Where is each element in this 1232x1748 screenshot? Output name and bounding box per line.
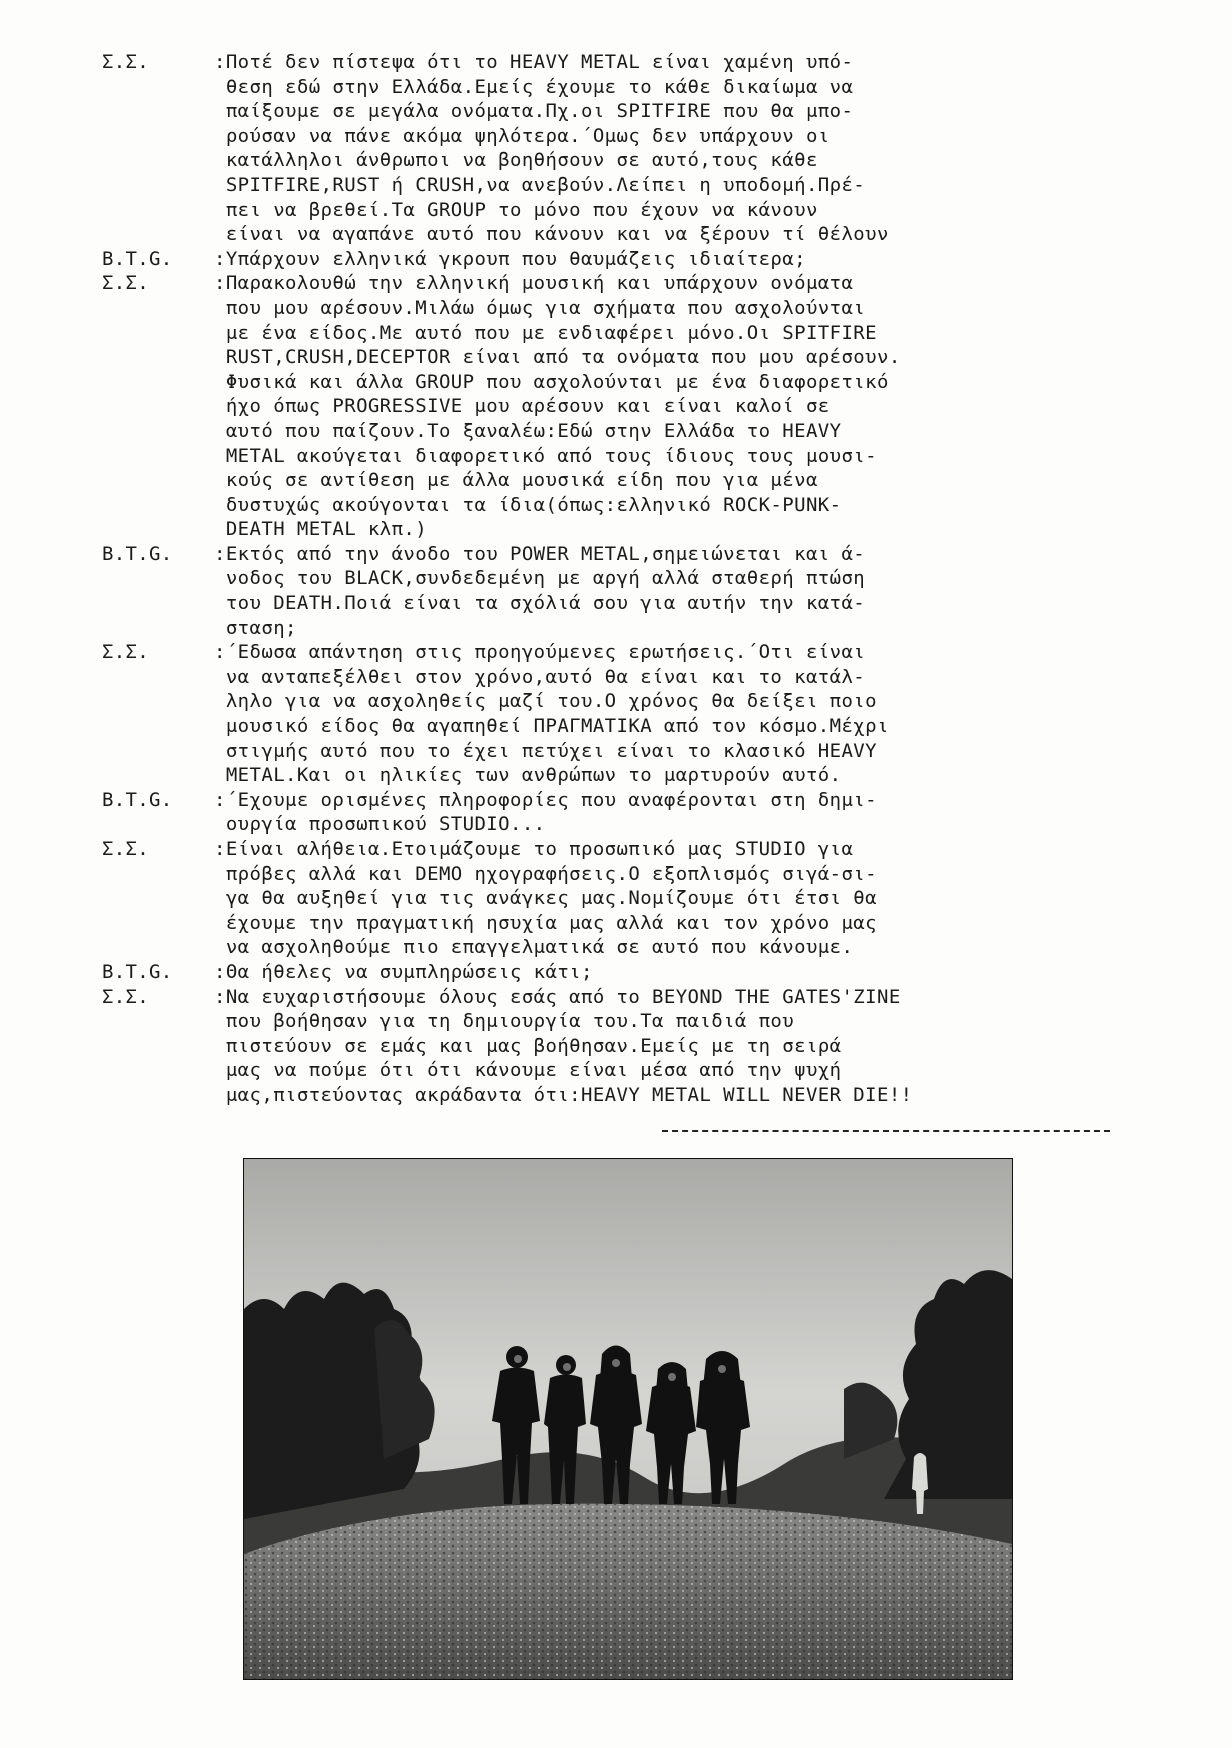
text-line: ήχο όπως PROGRESSIVE μου αρέσουν και είναι καλοί σε	[214, 395, 830, 418]
answer-text	[214, 788, 1102, 837]
interview-entry	[102, 247, 1102, 272]
speaker-label: Σ.Σ.	[102, 51, 149, 73]
text-line: :Είναι αλήθεια.Ετοιμάζουμε το προσωπικό μας STUDIO για	[214, 838, 854, 860]
interview-entry	[102, 985, 1102, 1108]
text-line: κούς σε αντίθεση με άλλα μουσικά είδη που για μένα	[214, 469, 818, 492]
text-line: DEATH METAL κλπ.)	[214, 518, 428, 541]
text-line: να ασχοληθούμε πιο επαγγελματικά σε αυτό που κάνουμε.	[214, 936, 854, 959]
text-line: μας να πούμε ότι ότι κάνουμε είναι μέσα από την ψυχή	[214, 1059, 842, 1082]
text-line: πιστεύουν σε εμάς και μας βοήθησαν.Εμείς με τη σειρά	[214, 1034, 842, 1057]
text-line: κατάλληλοι άνθρωποι να βοηθήσουν σε αυτό,τους κάθε	[214, 149, 818, 172]
answer-text	[214, 960, 1102, 985]
interview-entry	[102, 960, 1102, 985]
band-photo	[243, 1158, 1013, 1680]
text-line: RUST,CRUSH,DECEPTOR είναι από τα ονόματα που μου αρέσουν.	[214, 346, 901, 369]
text-line: σταση;	[214, 616, 297, 639]
interview-entry	[102, 837, 1102, 960]
text-line: :΄Εχουμε ορισμένες πληροφορίες που αναφέρονται στη δημι-	[214, 788, 877, 811]
interview-entry	[102, 50, 1102, 247]
text-line: μουσικό είδος θα αγαπηθεί ΠΡΑΓΜΑΤΙΚΑ από τον κόσμο.Μέχρι	[214, 715, 889, 738]
interview-entry	[102, 271, 1102, 542]
text-line: :Υπάρχουν ελληνικά γκρουπ που θαυμάζεις ιδιαίτερα;	[214, 247, 806, 270]
interview-entry	[102, 788, 1102, 837]
text-line: με ένα είδος.Με αυτό που με ενδιαφέρει μόνο.Οι SPITFIRE	[214, 321, 877, 344]
text-line: METAL ακούγεται διαφορετικό από τους ίδιους τους μουσι-	[214, 444, 877, 467]
speaker-label: B.T.G.	[102, 542, 173, 565]
speaker-label: B.T.G.	[102, 247, 173, 270]
speaker-label: B.T.G.	[102, 960, 173, 983]
text-line: γα θα αυξηθεί για τις ανάγκες μας.Νομίζουμε ότι έτσι θα	[214, 887, 877, 910]
interview-entry	[102, 542, 1102, 640]
text-line: να ανταπεξέλθει στον χρόνο,αυτό θα είναι και το κατάλ-	[214, 665, 866, 688]
text-line: :Ποτέ δεν πίστεψα ότι το HEAVY METAL είναι χαμένη υπό-	[214, 51, 854, 73]
answer-text	[214, 640, 1102, 788]
answer-text	[214, 837, 1102, 960]
answer-text	[214, 542, 1102, 640]
text-line: παίξουμε σε μεγάλα ονόματα.Πχ.οι SPITFIRE που θα μπο-	[214, 100, 854, 123]
speaker-label: Σ.Σ.	[102, 838, 149, 860]
text-line: του DEATH.Ποιά είναι τα σχόλιά σου για αυτήν την κατά-	[214, 592, 866, 615]
speaker-label: Σ.Σ.	[102, 641, 149, 664]
text-line: :Εκτός από την άνοδο του POWER METAL,σημειώνεται και ά-	[214, 542, 866, 565]
text-line: ληλο για να ασχοληθείς μαζί του.Ο χρόνος θα δείξει ποιο	[214, 690, 877, 713]
interview-entry	[102, 640, 1102, 788]
text-line: στιγμής αυτό που το έχει πετύχει είναι το κλασικό HEAVY	[214, 739, 877, 762]
speaker-label: B.T.G.	[102, 788, 173, 811]
text-line: πρόβες αλλά και DEMO ηχογραφήσεις.Ο εξοπλισμός σιγά-σι-	[214, 862, 877, 885]
text-line: :Παρακολουθώ την ελληνική μουσική και υπάρχουν ονόματα	[214, 272, 854, 295]
text-line: :΄Εδωσα απάντηση στις προηγούμενες ερωτήσεις.΄Οτι είναι	[214, 641, 866, 664]
band-photo-image	[244, 1159, 1012, 1679]
end-divider	[662, 1130, 1110, 1132]
text-line: SPITFIRE,RUST ή CRUSH,να ανεβούν.Λείπει η υποδομή.Πρέ-	[214, 173, 866, 196]
answer-text	[214, 271, 1102, 542]
text-line: έχουμε την πραγματική ησυχία μας αλλά και τον χρόνο μας	[214, 911, 877, 934]
text-line: ρούσαν να πάνε ακόμα ψηλότερα.΄Ομως δεν υπάρχουν οι	[214, 124, 830, 147]
text-line: δυστυχώς ακούγονται τα ίδια(όπως:ελληνικό ROCK-PUNK-	[214, 493, 842, 516]
answer-text	[214, 247, 1102, 272]
answer-text	[214, 50, 1102, 247]
text-line: Φυσικά και άλλα GROUP που ασχολούνται με ένα διαφορετικό	[214, 370, 889, 393]
answer-text	[214, 985, 1102, 1108]
text-line: μας,πιστεύοντας ακράδαντα ότι:HEAVY METAL WILL NEVER DIE!!	[214, 1083, 913, 1106]
text-line: :Θα ήθελες να συμπληρώσεις κάτι;	[214, 960, 593, 983]
text-line: θεση εδώ στην Ελλάδα.Εμείς έχουμε το κάθε δικαίωμα να	[214, 75, 854, 98]
interview-text	[102, 50, 1102, 1108]
text-line: που μου αρέσουν.Μιλάω όμως για σχήματα που ασχολούνται	[214, 296, 866, 319]
text-line: αυτό που παίζουν.Το ξαναλέω:Εδώ στην Ελλάδα το HEAVY	[214, 419, 842, 442]
text-line: νοδος του BLACK,συνδεδεμένη με αργή αλλά σταθερή πτώση	[214, 567, 866, 590]
text-line: που βοήθησαν για τη δημιουργία του.Τα παιδιά που	[214, 1010, 795, 1033]
speaker-label: Σ.Σ.	[102, 272, 149, 295]
speaker-label: Σ.Σ.	[102, 985, 149, 1008]
text-line: είναι να αγαπάνε αυτό που κάνουν και να ξέρουν τί θέλουν	[214, 223, 889, 246]
text-line: ουργία προσωπικού STUDIO...	[214, 813, 546, 836]
text-line: METAL.Και οι ηλικίες των ανθρώπων το μαρτυρούν αυτό.	[214, 764, 842, 787]
text-line: :Να ευχαριστήσουμε όλους εσάς από το BEYOND THE GATES'ZINE	[214, 985, 901, 1008]
text-line: πει να βρεθεί.Τα GROUP το μόνο που έχουν να κάνουν	[214, 198, 818, 221]
